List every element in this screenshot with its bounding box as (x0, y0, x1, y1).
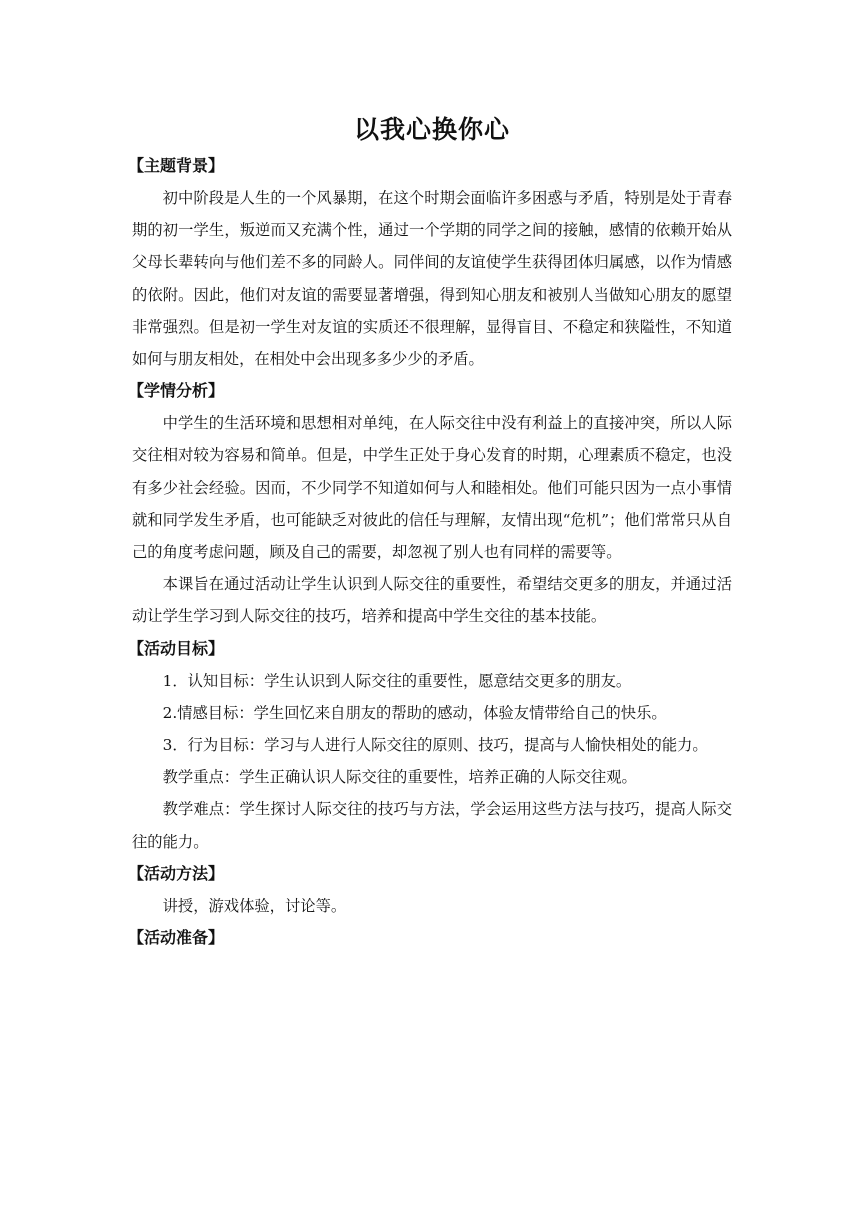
section-learning-analysis (128, 375, 732, 632)
section-activity-preparation (128, 922, 732, 954)
section-heading: 【活动准备】 (128, 928, 225, 948)
goal-item: 2.情感目标：学生回忆来自朋友的帮助的感动，体验友情带给自己的快乐。 (162, 703, 667, 722)
paragraph: 本课旨在通过活动让学生认识到人际交往的重要性，希望结交更多的朋友，并通过活动让学生学习到人际交往的技巧，培养和提高中学生交往的基本技能。 (132, 575, 732, 626)
paragraph: 讲授，游戏体验，讨论等。 (162, 896, 347, 915)
goal-item: 3．行为目标：学习与人进行人际交往的原则、技巧，提高与人愉快相处的能力。 (162, 736, 708, 755)
document-body (128, 112, 732, 954)
page-title: 以我心换你心 (353, 115, 510, 144)
section-heading: 【活动目标】 (128, 638, 225, 658)
section-theme-background (128, 150, 732, 375)
section-heading: 【活动方法】 (128, 863, 225, 883)
paragraph: 中学生的生活环境和思想相对单纯，在人际交往中没有利益上的直接冲突，所以人际交往相对较为容易和简单。但是，中学生正处于身心发育的时期，心理素质不稳定，也没有多少社会经验。因而，不少同学不知道如何与人和睦相处。他们可能只因为一点小事情就和同学发生矛盾，也可能缺乏对彼此的信任与理解，友情出现“危机”；他们常常只从自己的角度考虑问题，顾及自己的需要，却忽视了别人也有同样的需要等。 (132, 414, 732, 562)
teaching-focus: 教学重点：学生正确认识人际交往的重要性，培养正确的人际交往观。 (162, 768, 637, 787)
section-activity-goals (128, 633, 732, 858)
section-heading: 【主题背景】 (128, 156, 225, 175)
teaching-difficulty: 教学难点：学生探讨人际交往的技巧与方法，学会运用这些方法与技巧，提高人际交往的能力。 (132, 800, 732, 851)
section-heading: 【学情分析】 (128, 381, 225, 401)
goal-item: 1．认知目标：学生认识到人际交往的重要性，愿意结交更多的朋友。 (162, 671, 632, 690)
section-activity-methods (128, 858, 732, 922)
paragraph: 初中阶段是人生的一个风暴期，在这个时期会面临许多困惑与矛盾，特别是处于青春期的初一学生，叛逆而又充满个性，通过一个学期的同学之间的接触，感情的依赖开始从父母长辈转向与他们差不多的同龄人。同伴间的友谊使学生获得团体归属感，以作为情感的依附。因此，他们对友谊的需要显著增强，得到知心朋友和被别人当做知心朋友的愿望非常强烈。但是初一学生对友谊的实质还不很理解，显得盲目、不稳定和狭隘性，不知道如何与朋友相处，在相处中会出现多多少少的矛盾。 (132, 189, 732, 369)
